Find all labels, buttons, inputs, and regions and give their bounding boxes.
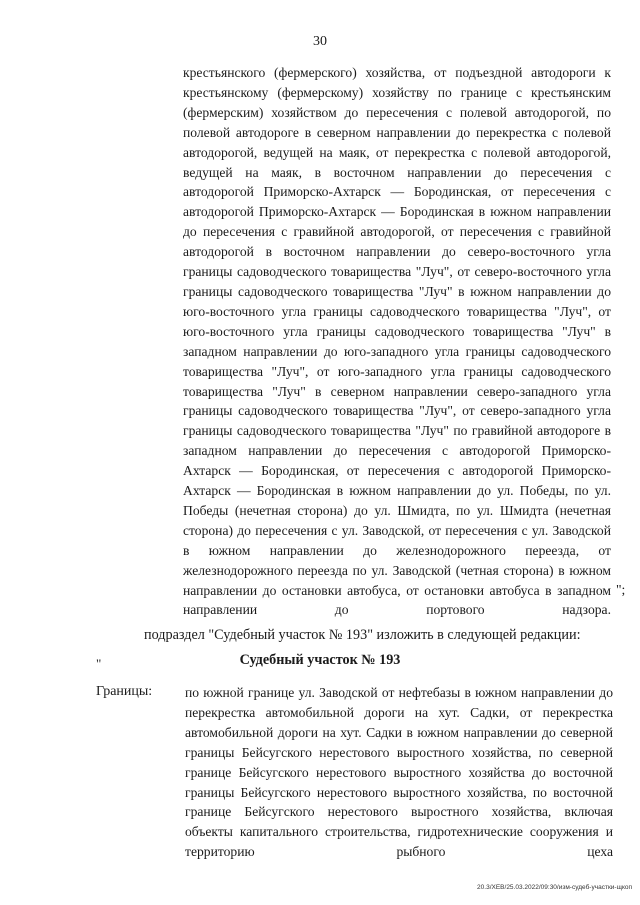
boundaries-text: по южной границе ул. Заводской от нефтебазы в южном направлении до перекрестка автомобильной дороги на хут. Садки, от перекрестка автомобильной дороги на хут. Садки в южном направлении до северной границы Бейсугского нерестового выростного хозяйства, по северной границе Бейсугского нерестового выростного хозяйства до восточной границы Бейсугского нерестового выростного хозяйства, по восточной границе Бейсугского нерестового выростного хозяйства, включая объекты капитального строительства, гидротехнические сооружения и территорию рыбного цеха [185, 685, 613, 860]
section-heading: Судебный участок № 193 [239, 652, 401, 668]
continuation-paragraph [183, 63, 611, 620]
page-number: 30 [313, 34, 327, 49]
opening-quote-mark: " [96, 656, 102, 671]
continuation-text: крестьянского (фермерского) хозяйства, от подъездной автодороги к крестьянскому (фермерскому) хозяйству по границе с крестьянским (фермерским) хозяйством до пересечения с полевой автодорогой, по полевой автодороге в северном направлении до перекрестка с полевой автодорогой, ведущей на маяк, от перекрестка с полевой автодорогой, ведущей на маяк, в восточном направлении до пересечения с автодорогой Приморско-Ахтарск — Бородинская, от пересечения с автодорогой Приморско-Ахтарск — Бородинская в южном направлении до пересечения с гравийной автодорогой, от пересечения с гравийной автодорогой в восточном направлении до северо-восточного угла границы садоводческого товарищества "Луч", от северо-восточного угла границы садоводческого товарищества "Луч" в южном направлении до юго-восточного угла границы садоводческого товарищества "Луч", от юго-восточного угла границы садоводческого товарищества "Луч" в западном направлении до юго-западного угла границы садоводческого товарищества "Луч", от юго-западного угла границы садоводческого товарищества "Луч" в северном направлении северо-западного угла границы садоводческого товарищества "Луч", от северо-западного угла границы садоводческого товарищества "Луч" по гравийной автодороге в западном направлении до пересечения с автодорогой Приморско-Ахтарск — Бородинская, от пересечения с автодорогой Приморско-Ахтарск — Бородинская в южном направлении до ул. Победы, по ул. Победы (нечетная сторона) до ул. Шмидта, по ул. Шмидта (нечетная сторона) до пересечения с ул. Заводской, от пересечения с ул. Заводской в южном направлении до железнодорожного переезда, от железнодорожного переезда по ул. Заводской (четная сторона) в южном направлении до остановки автобуса, от остановки автобуса в западном направлении до портового надзора. [183, 65, 611, 618]
amendment-instruction: подраздел "Судебный участок № 193" изложить в следующей редакции: [144, 627, 581, 643]
closing-quote-mark: "; [616, 582, 626, 597]
document-footer-code: 20.3/ХЕВ/25.03.2022/09:30/изм-судеб-участки-щкоп [477, 884, 632, 891]
boundaries-label: Границы: [96, 684, 153, 699]
